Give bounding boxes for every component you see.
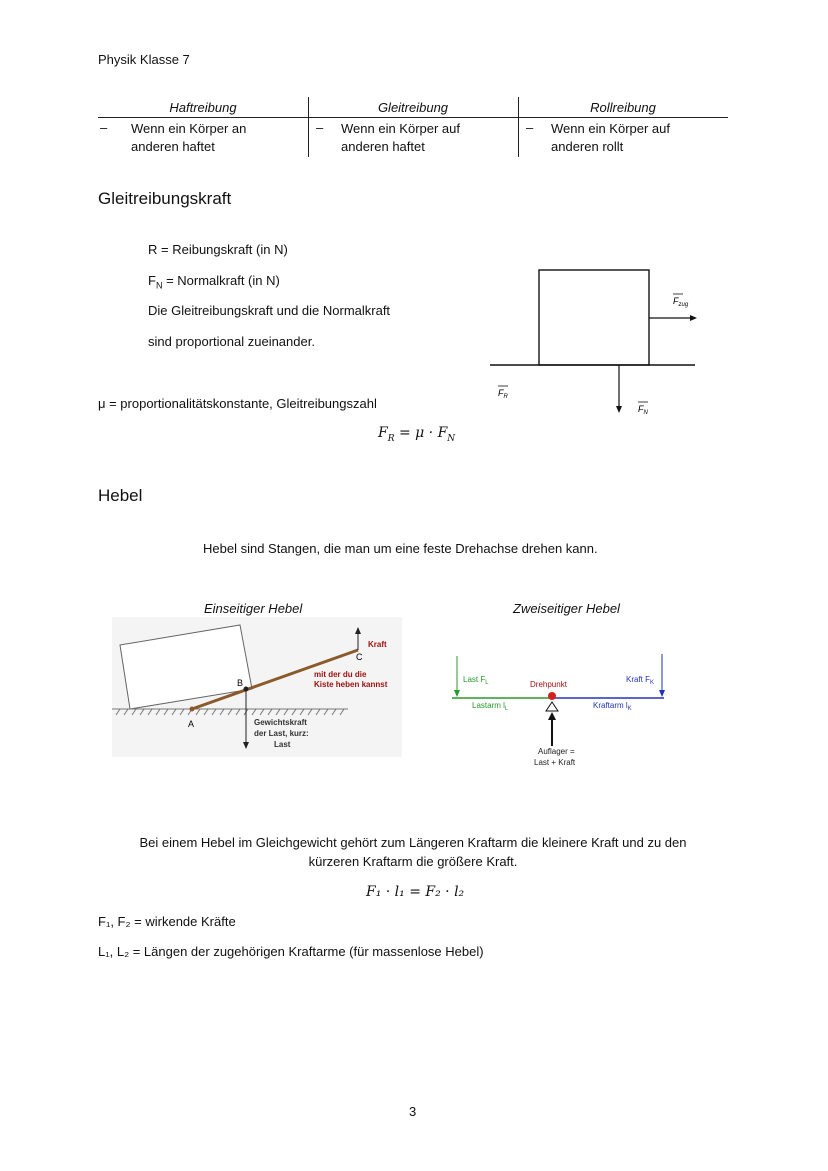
bullet-dash: –: [316, 120, 324, 135]
weight-line-3: Last: [274, 740, 291, 749]
weight-line-2: der Last, kurz:: [254, 729, 309, 738]
definition-fn: [148, 273, 280, 291]
friction-diagram: [480, 260, 710, 425]
caption-two-sided: Zweiseitiger Hebel: [513, 601, 620, 616]
support-line-2: Last + Kraft: [534, 758, 576, 767]
proportional-sentence-1: Die Gleitreibungskraft und die Normalkraft: [148, 303, 391, 318]
table-header-line: [98, 117, 728, 118]
box: [539, 270, 649, 365]
label-c: C: [356, 652, 363, 662]
bullet-dash: –: [526, 120, 534, 135]
force-arm-label: Kraftarm $l_K$: [593, 701, 632, 712]
table-cell: [551, 120, 670, 156]
load-arrowhead: [454, 690, 460, 697]
note-line-1: mit der du die: [314, 670, 367, 679]
pivot-point: [548, 692, 556, 700]
load-arm-label: Lastarm $l_L$: [472, 701, 509, 712]
lever-rule-line-2: kürzeren Kraftarm die größere Kraft.: [308, 854, 518, 869]
page-header: Physik Klasse 7: [98, 52, 190, 67]
friction-table: [98, 97, 728, 159]
support-arrowhead: [548, 712, 556, 720]
lever-intro: Hebel sind Stangen, die man um eine feste Drehachse drehen kann.: [203, 541, 598, 556]
cell-line: Wenn ein Körper auf: [341, 121, 460, 136]
proportional-sentence-2: sind proportional zueinander.: [148, 334, 315, 349]
fn-subscript: N: [155, 280, 163, 291]
cell-line: anderen rollt: [551, 139, 624, 154]
support-line-1: Auflager =: [538, 747, 575, 756]
table-cell: [341, 120, 460, 156]
page-number: 3: [409, 1104, 417, 1119]
cell-line: Wenn ein Körper an: [131, 121, 247, 136]
lever-formula: F₁ · l₁ = F₂ · l₂: [366, 884, 465, 900]
table-cell: [131, 120, 246, 156]
label-a: A: [188, 719, 195, 729]
bullet-dash: –: [100, 120, 108, 135]
column-heading-rollreibung: Rollreibung: [590, 100, 656, 115]
force-label: Kraft $F_K$: [626, 675, 655, 686]
definition-lengths: L₁, L₂ = Längen der zugehörigen Kraftarme (für massenlose Hebel): [98, 944, 484, 959]
force-arrowhead: [659, 690, 665, 697]
cell-line: Wenn ein Körper auf: [551, 121, 670, 136]
pivot-support: [546, 702, 558, 711]
mu-definition: μ = proportionalitätskonstante, Gleitreibungszahl: [98, 396, 377, 411]
one-sided-lever-figure: [112, 617, 402, 757]
load-label: Last $F_L$: [463, 675, 489, 686]
pivot-label: Drehpunkt: [530, 680, 567, 689]
caption-one-sided: Einseitiger Hebel: [204, 601, 303, 616]
cell-line: anderen haftet: [341, 139, 425, 154]
section-title-hebel: Hebel: [98, 486, 143, 505]
label-b: B: [237, 678, 244, 688]
force-label: Kraft: [368, 640, 387, 649]
fn-symbol: F: [148, 273, 156, 288]
definition-forces: F₁, F₂ = wirkende Kräfte: [98, 914, 236, 929]
pull-label: $F_{zug}$: [673, 296, 689, 308]
friction-formula: $F_R = \mu \cdot F_N$: [378, 425, 456, 444]
normal-label: $F_N$: [638, 404, 648, 416]
section-title-gleitreibungskraft: Gleitreibungskraft: [98, 189, 232, 208]
lever-rule-line-1: Bei einem Hebel im Gleichgewicht gehört zum Längeren Kraftarm die kleinere Kraft und zu den: [139, 835, 687, 850]
note-line-2: Kiste heben kannst: [314, 680, 388, 689]
point-a-marker: [190, 707, 195, 712]
cell-line: anderen haftet: [131, 139, 215, 154]
column-heading-haftreibung: Haftreibung: [169, 100, 237, 115]
normal-arrowhead: [616, 406, 622, 413]
two-sided-lever-figure: [450, 650, 670, 775]
pull-arrowhead: [690, 315, 697, 321]
column-heading-gleitreibung: Gleitreibung: [377, 100, 449, 115]
fn-description: = Normalkraft (in N): [162, 273, 280, 288]
weight-line-1: Gewichtskraft: [254, 718, 307, 727]
definition-r: R = Reibungskraft (in N): [148, 242, 288, 257]
friction-label: $F_R$: [498, 388, 508, 400]
